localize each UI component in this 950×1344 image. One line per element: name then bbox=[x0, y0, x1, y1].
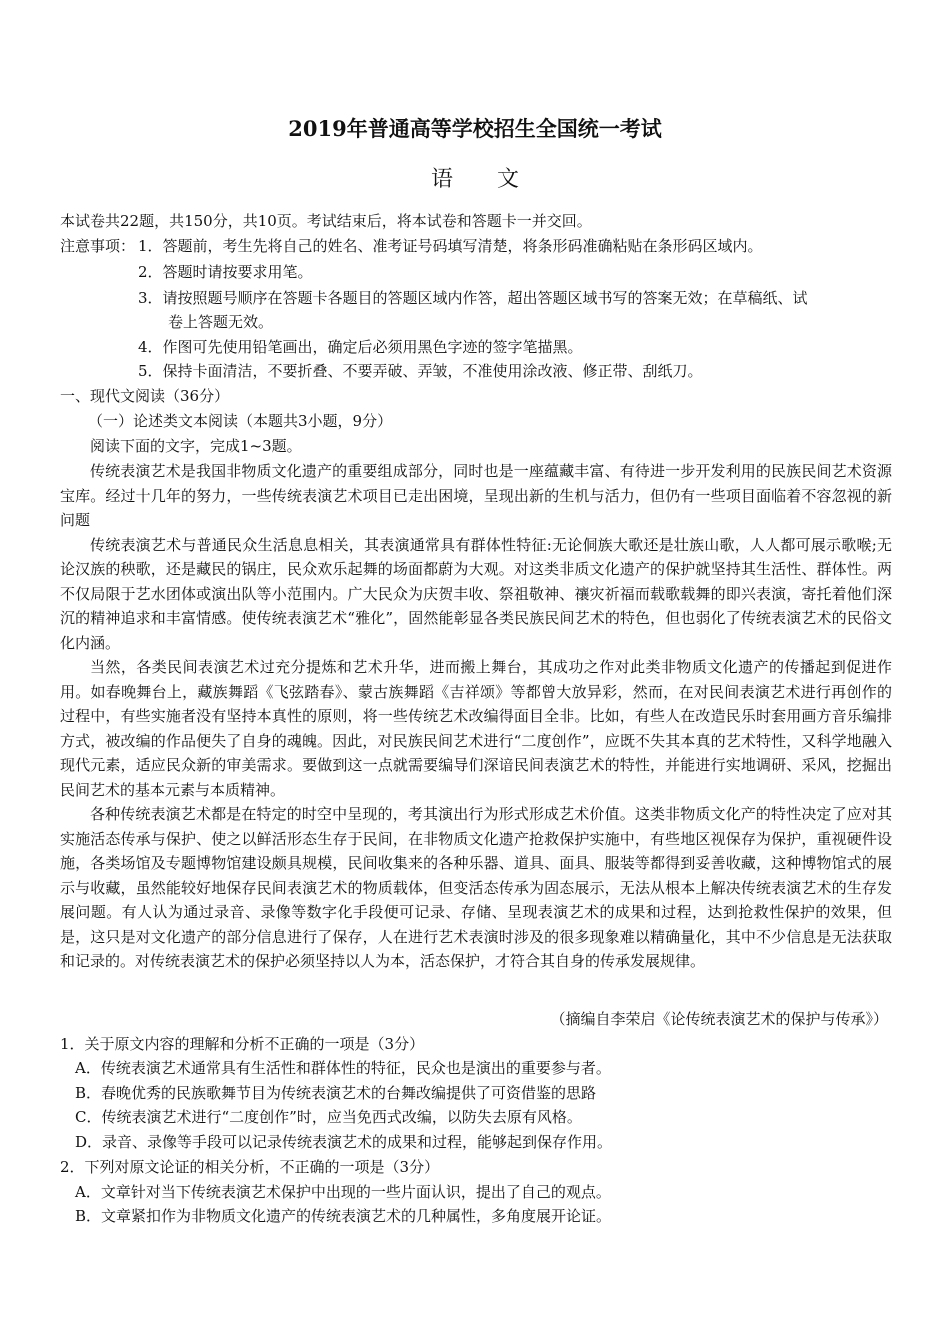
subsection-heading: （一）论述类文本阅读（本题共3小题，9分） bbox=[88, 412, 393, 430]
question-stem: 2．下列对原文论证的相关分析，不正确的一项是（3分） bbox=[60, 1158, 440, 1176]
note-item: 2．答题时请按要求用笔。 bbox=[138, 263, 313, 281]
article-paragraph: 传统表演艺术是我国非物质文化遗产的重要组成部分，同时也是一座蕴藏丰富、有待进一步开发利用的民族民间艺术资源宝库。经过十几年的努力，一些传统表演艺术项目已走出困境，呈现出新的生机与活力，但仍有一些项目面临着不容忽视的新问题 bbox=[60, 462, 892, 529]
article-paragraph: 当然，各类民间表演艺术过充分提炼和艺术升华，进而搬上舞台，其成功之作对此类非物质文化遗产的传播起到促进作用。如春晚舞台上，藏族舞蹈《飞弦踏春》、蒙古族舞蹈《吉祥颂》等都曾大放异彩，然而，在对民间表演艺术进行再创作的过程中，有些实施者没有坚持本真性的原则，将一些传统艺术改编得面目全非。比如，有些人在改造民乐时套用画方音乐编排方式，被改编的作品便失了自身的魂魄。因此，对民族民间艺术进行“二度创作”，应既不失其本真的艺术特性，又科学地融入现代元素，适应民众新的审美需求。要做到这一点就需要编导们深谙民间表演艺术的特性，并能进行实地调研、采风，挖掘出民间艺术的基本元素与本质精神。 bbox=[60, 658, 892, 799]
note-item-continued: 卷上答题无效。 bbox=[168, 313, 274, 331]
note-item: 4．作图可先使用铅笔画出，确定后必须用黑色字迹的签字笔描黑。 bbox=[138, 338, 583, 356]
article-body bbox=[60, 459, 892, 974]
subject-title: 语 文 bbox=[430, 167, 519, 192]
notes-label: 注意事项： bbox=[60, 237, 136, 255]
question-option: D．录音、录像等手段可以记录传统表演艺术的成果和过程，能够起到保存作用。 bbox=[75, 1133, 613, 1151]
question-option: A．文章针对当下传统表演艺术保护中出现的一些片面认识，提出了自己的观点。 bbox=[75, 1183, 611, 1201]
note-item: 3．请按照题号顺序在答题卡各题目的答题区域内作答，超出答题区域书写的答案无效；在草稿纸、试 bbox=[138, 289, 808, 307]
question-option: B．文章紧扣作为非物质文化遗产的传统表演艺术的几种属性，多角度展开论证。 bbox=[75, 1207, 612, 1225]
exam-title: 2019年普通高等学校招生全国统一考试 bbox=[288, 116, 662, 141]
question-option: A．传统表演艺术通常具有生活性和群体性的特征，民众也是演出的重要参与者。 bbox=[75, 1059, 611, 1077]
question-stem: 1．关于原文内容的理解和分析不正确的一项是（3分） bbox=[60, 1035, 425, 1053]
note-item: 5．保持卡面清洁，不要折叠、不要弄破、弄皱，不准使用涂改液、修正带、刮纸刀。 bbox=[138, 362, 703, 380]
note-item: 1．答题前，考生先将自己的姓名、准考证号码填写清楚，将条形码准确粘贴在条形码区域内。 bbox=[138, 237, 763, 255]
question-option: B．春晚优秀的民族歌舞节目为传统表演艺术的台舞改编提供了可资借鉴的思路 bbox=[75, 1084, 597, 1102]
intro-text: 本试卷共22题，共150分，共10页。考试结束后，将本试卷和答题卡一并交回。 bbox=[60, 212, 592, 230]
section-heading: 一、现代文阅读（36分） bbox=[60, 387, 230, 405]
article-source: （摘编自李荣启《论传统表演艺术的保护与传承》） bbox=[550, 1010, 888, 1028]
reading-instruction: 阅读下面的文字，完成1~3题。 bbox=[90, 437, 302, 455]
article-paragraph: 各种传统表演艺术都是在特定的时空中呈现的，考其演出行为形式形成艺术价值。这类非物质文化产的特性决定了应对其实施活态传承与保护、使之以鲜活形态生存于民间，在非物质文化遗产抢救保护实施中，有些地区视保存为保护，重视硬件设施，各类场馆及专题博物馆建设颇具规模，民间收集来的各种乐器、道具、面具、服装等都得到妥善收藏，这种博物馆式的展示与收藏，虽然能较好地保存民间表演艺术的物质载体，但变活态传承为固态展示，无法从根本上解决传统表演艺术的生存发展问题。有人认为通过录音、录像等数字化手段便可记录、存储、呈现表演艺术的成果和过程，达到抢救性保护的效果，但是，这只是对文化遗产的部分信息进行了保存，人在进行艺术表演时涉及的很多现象难以精确量化，其中不少信息是无法获取和记录的。对传统表演艺术的保护必须坚持以人为本，活态保护，才符合其自身的传承发展规律。 bbox=[60, 805, 892, 970]
article-paragraph: 传统表演艺术与普通民众生活息息相关，其表演通常具有群体性特征:无论侗族大歌还是壮族山歌，人人都可展示歌喉;无论汉族的秧歌，还是藏民的锅庄，民众欢乐起舞的场面都蔚为大观。对这类非质文化遗产的保护就坚持其生活性、群体性。两不仅局限于艺水团体或演出队等小范围内。广大民众为庆贺丰收、祭祖敬神、禳灾祈福而载歌载舞的即兴表演，寄托着他们深沉的精神追求和丰富情感。使传统表演艺术“雅化”，固然能彰显各类民族民间艺术的特色，但也弱化了传统表演艺术的民俗文化内涵。 bbox=[60, 535, 892, 652]
question-option: C．传统表演艺术进行“二度创作”时，应当免西式改编，以防失去原有风格。 bbox=[75, 1108, 582, 1126]
